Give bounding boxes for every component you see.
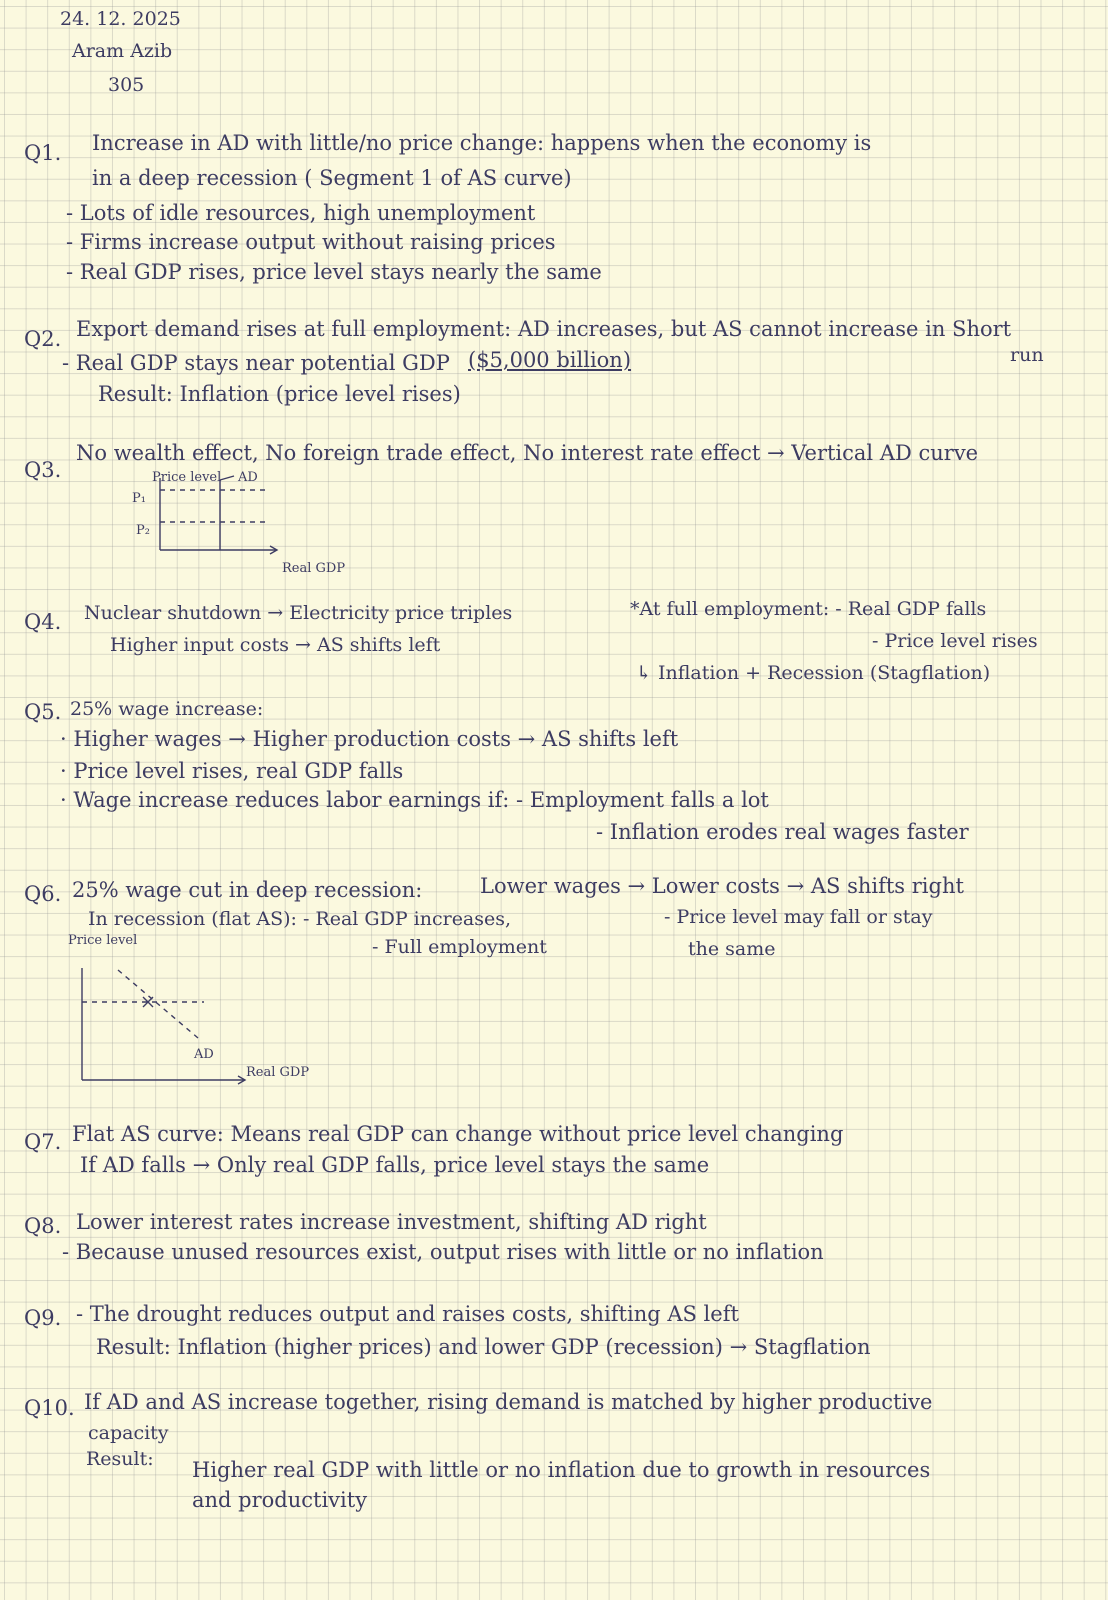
answer-line: Result:: [86, 1448, 154, 1470]
answer-line: 25% wage cut in deep recession:: [72, 878, 423, 902]
answer-line: If AD falls → Only real GDP falls, price level stays the same: [80, 1153, 710, 1177]
side-note-line: *At full employment: - Real GDP falls: [630, 598, 987, 620]
graph-xlabel: Real GDP: [246, 1065, 310, 1080]
side-note-line: - Price level rises: [872, 630, 1038, 652]
answer-line: Result: Inflation (price level rises): [98, 382, 461, 406]
question-number: Q4.: [24, 610, 62, 634]
underlined-value: ($5,000 billion): [468, 348, 632, 372]
answer-heading: 25% wage increase:: [70, 698, 264, 720]
question-number: Q5.: [24, 700, 62, 724]
answer-line: Increase in AD with little/no price change: happens when the economy is: [92, 131, 872, 155]
answer-line: and productivity: [192, 1488, 368, 1512]
date: 24. 12. 2025: [60, 8, 181, 30]
answer-line: - Because unused resources exist, output rises with little or no inflation: [62, 1240, 824, 1264]
graph-ylabel: Price level: [68, 933, 138, 948]
bullet-line: - Inflation erodes real wages faster: [596, 820, 969, 844]
answer-line: Flat AS curve: Means real GDP can change without price level changing: [72, 1122, 844, 1146]
answer-line: - Price level may fall or stay: [664, 906, 933, 928]
answer-line: If AD and AS increase together, rising demand is matched by higher productive: [84, 1390, 933, 1414]
answer-line: - The drought reduces output and raises costs, shifting AS left: [76, 1302, 739, 1326]
answer-line: Nuclear shutdown → Electricity price triples: [84, 602, 513, 624]
ad-curve: [118, 970, 198, 1038]
question-number: Q6.: [24, 882, 62, 906]
bullet-line: - Firms increase output without raising prices: [66, 230, 556, 254]
question-number: Q2.: [24, 327, 62, 351]
answer-line: - Full employment: [372, 936, 547, 958]
answer-line: Result: Inflation (higher prices) and lower GDP (recession) → Stagflation: [96, 1335, 871, 1359]
graph-p1-label: P₁: [132, 491, 146, 506]
question-number: Q10.: [24, 1396, 75, 1420]
answer-line: Lower wages → Lower costs → AS shifts right: [480, 874, 964, 898]
question-number: Q8.: [24, 1214, 62, 1238]
question-number: Q3.: [24, 458, 62, 482]
graph-ylabel: Price level: [152, 470, 222, 485]
graph-xlabel: Real GDP: [282, 561, 346, 576]
side-note-line: ↳ Inflation + Recession (Stagflation): [636, 662, 991, 684]
answer-line: No wealth effect, No foreign trade effect, No interest rate effect → Vertical AD curve: [76, 441, 979, 465]
question-number: Q7.: [24, 1130, 62, 1154]
bullet-line: · Price level rises, real GDP falls: [60, 759, 404, 783]
answer-line: - Real GDP stays near potential GDP: [62, 351, 450, 375]
answer-line: run: [1010, 344, 1044, 366]
answer-line: Higher input costs → AS shifts left: [110, 634, 441, 656]
answer-line: Higher real GDP with little or no inflation due to growth in resources: [192, 1458, 931, 1482]
question-number: Q9.: [24, 1306, 62, 1330]
answer-line: in a deep recession ( Segment 1 of AS curve): [92, 166, 572, 190]
question-number: Q1.: [24, 141, 62, 165]
graph-ad-label: AD: [194, 1047, 214, 1062]
student-name: Aram Azib: [72, 40, 173, 62]
graph-p2-label: P₂: [136, 523, 150, 538]
bullet-line: · Higher wages → Higher production costs → AS shifts left: [60, 727, 679, 751]
bullet-line: - Lots of idle resources, high unemployment: [66, 201, 536, 225]
room-number: 305: [108, 74, 145, 96]
answer-line: In recession (flat AS): - Real GDP increases,: [88, 908, 512, 930]
bullet-line: · Wage increase reduces labor earnings if: - Employment falls a lot: [60, 788, 769, 812]
answer-line: Lower interest rates increase investment, shifting AD right: [76, 1210, 707, 1234]
answer-line: capacity: [88, 1422, 169, 1444]
ad-arrow: [220, 476, 234, 480]
answer-line: the same: [688, 938, 776, 960]
bullet-line: - Real GDP rises, price level stays nearly the same: [66, 260, 602, 284]
answer-line: Export demand rises at full employment: AD increases, but AS cannot increase in Short: [76, 317, 1012, 341]
graph-ad-label: AD: [238, 470, 258, 485]
